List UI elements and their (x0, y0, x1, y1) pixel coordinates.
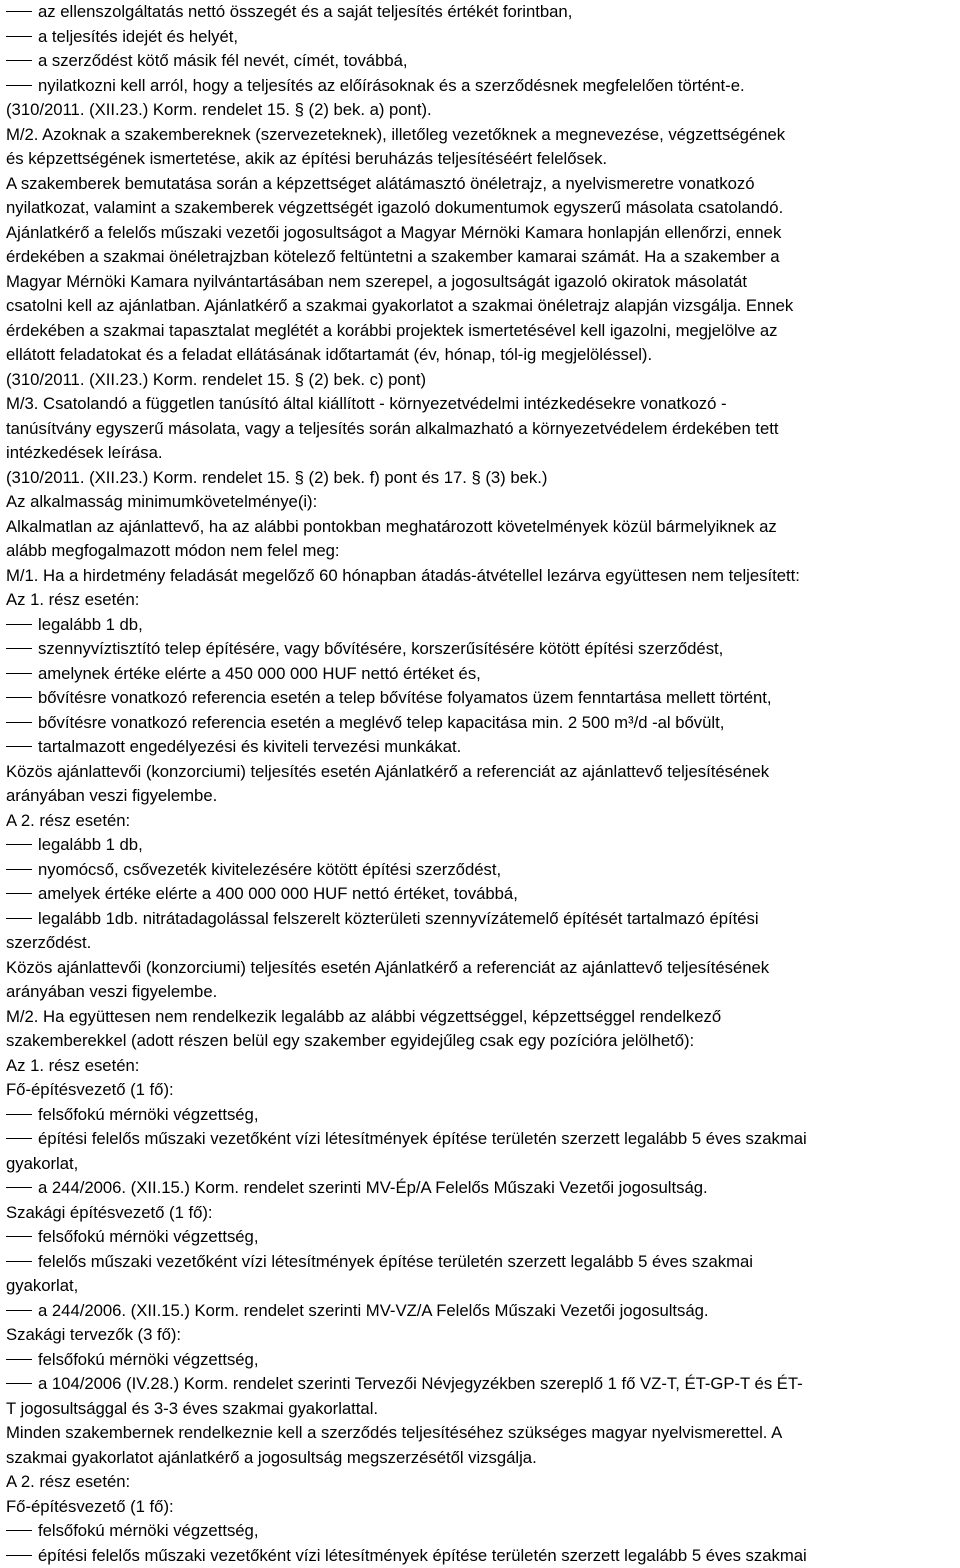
em-dash-bullet-icon (6, 722, 32, 723)
line-text: és képzettségének ismertetése, akik az építési beruházás teljesítéséért felelősek. (6, 149, 607, 168)
line-text: tanúsítvány egyszerű másolata, vagy a teljesítés során alkalmazható a környezetvédelem érdekében tett (6, 419, 779, 438)
line-text: Az 1. rész esetén: (6, 590, 139, 609)
text-line (6, 123, 958, 148)
text-line (6, 1274, 958, 1299)
text-line (6, 1421, 958, 1446)
line-text: Szakági építésvezető (1 fő): (6, 1203, 213, 1222)
em-dash-bullet-icon (6, 648, 32, 649)
line-text: legalább 1 db, (38, 615, 143, 634)
em-dash-bullet-icon (6, 746, 32, 747)
text-line (6, 1470, 958, 1495)
em-dash-bullet-icon (6, 1310, 32, 1311)
line-text: Közös ajánlattevői (konzorciumi) teljesítés esetén Ajánlatkérő a referenciát az ajánlattevő teljesítésének (6, 762, 769, 781)
line-text: építési felelős műszaki vezetőként vízi létesítmények építése területén szerzett legalább 5 éves szakmai (38, 1546, 807, 1565)
line-text: Minden szakembernek rendelkeznie kell a szerződés teljesítéséhez szükséges magyar nyelvismerettel. A (6, 1423, 782, 1442)
list-item (6, 49, 958, 74)
em-dash-bullet-icon (6, 1236, 32, 1237)
text-line (6, 1054, 958, 1079)
list-item (6, 686, 958, 711)
list-item (6, 833, 958, 858)
line-text: építési felelős műszaki vezetőként vízi létesítmények építése területén szerzett legalább 5 éves szakmai (38, 1129, 807, 1148)
text-line (6, 466, 958, 491)
line-text: Alkalmatlan az ajánlattevő, ha az alábbi pontokban meghatározott követelmények közül bármelyiknek az (6, 517, 777, 536)
line-text: amelynek értéke elérte a 450 000 000 HUF nettó értéket és, (38, 664, 481, 683)
em-dash-bullet-icon (6, 893, 32, 894)
text-line (6, 294, 958, 319)
text-line (6, 1397, 958, 1422)
em-dash-bullet-icon (6, 85, 32, 86)
text-line (6, 98, 958, 123)
text-line (6, 1078, 958, 1103)
list-item (6, 1103, 958, 1128)
line-text: Az 1. rész esetén: (6, 1056, 139, 1075)
line-text: felelős műszaki vezetőként vízi létesítmények építése területén szerzett legalább 5 éves szakmai (38, 1252, 753, 1271)
line-text: a 104/2006 (IV.28.) Korm. rendelet szerinti Tervezői Névjegyzékben szereplő 1 fő VZ-T, ÉT-GP-T és ÉT- (38, 1374, 803, 1393)
text-line (6, 343, 958, 368)
line-text: arányában veszi figyelembe. (6, 786, 217, 805)
em-dash-bullet-icon (6, 1261, 32, 1262)
list-item (6, 662, 958, 687)
text-line (6, 368, 958, 393)
text-line (6, 196, 958, 221)
text-line (6, 956, 958, 981)
line-text: ellátott feladatokat és a feladat ellátásának időtartamát (év, hónap, tól-ig megjelöléssel). (6, 345, 652, 364)
line-text: csatolni kell az ajánlatban. Ajánlatkérő a szakmai gyakorlatot a szakmai önéletrajz alapján vizsgálja. Ennek (6, 296, 793, 315)
line-text: (310/2011. (XII.23.) Korm. rendelet 15. § (2) bek. a) pont). (6, 100, 432, 119)
text-line (6, 221, 958, 246)
text-line (6, 1323, 958, 1348)
line-text: Az alkalmasság minimumkövetelménye(i): (6, 492, 317, 511)
line-text: intézkedések leírása. (6, 443, 163, 462)
em-dash-bullet-icon (6, 11, 32, 12)
line-text: tartalmazott engedélyezési és kiviteli tervezési munkákat. (38, 737, 461, 756)
list-item (6, 637, 958, 662)
line-text: felsőfokú mérnöki végzettség, (38, 1521, 258, 1540)
line-text: (310/2011. (XII.23.) Korm. rendelet 15. § (2) bek. c) pont) (6, 370, 426, 389)
line-text: nyilatkozni kell arról, hogy a teljesítés az előírásoknak és a szerződésnek megfelelően történt-e. (38, 76, 745, 95)
em-dash-bullet-icon (6, 1138, 32, 1139)
em-dash-bullet-icon (6, 697, 32, 698)
text-line (6, 1029, 958, 1054)
line-text: alább megfogalmazott módon nem felel meg: (6, 541, 340, 560)
em-dash-bullet-icon (6, 1530, 32, 1531)
text-line (6, 760, 958, 785)
list-item (6, 1348, 958, 1373)
text-line (6, 1446, 958, 1471)
em-dash-bullet-icon (6, 918, 32, 919)
line-text: Szakági tervezők (3 fő): (6, 1325, 181, 1344)
text-line (6, 1152, 958, 1177)
em-dash-bullet-icon (6, 1114, 32, 1115)
list-item (6, 1225, 958, 1250)
text-line (6, 172, 958, 197)
line-text: felsőfokú mérnöki végzettség, (38, 1350, 258, 1369)
line-text: a szerződést kötő másik fél nevét, címét, továbbá, (38, 51, 408, 70)
list-item (6, 735, 958, 760)
em-dash-bullet-icon (6, 1555, 32, 1556)
em-dash-bullet-icon (6, 36, 32, 37)
line-text: Ajánlatkérő a felelős műszaki vezetői jogosultságot a Magyar Mérnöki Kamara honlapján ellenőrzi, ennek (6, 223, 781, 242)
line-text: arányában veszi figyelembe. (6, 982, 217, 1001)
line-text: érdekében a szakmai önéletrajzban kötelező feltüntetni a szakember kamarai számát. Ha a szakember a (6, 247, 779, 266)
em-dash-bullet-icon (6, 869, 32, 870)
line-text: Közös ajánlattevői (konzorciumi) teljesítés esetén Ajánlatkérő a referenciát az ajánlattevő teljesítésének (6, 958, 769, 977)
list-item (6, 1372, 958, 1397)
list-item (6, 1299, 958, 1324)
text-line (6, 1005, 958, 1030)
list-item (6, 1519, 958, 1544)
line-text: M/1. Ha a hirdetmény feladását megelőző 60 hónapban átadás-átvétellel lezárva együttesen nem teljesített: (6, 566, 800, 585)
line-text: A 2. rész esetén: (6, 1472, 130, 1491)
line-text: szennyvíztisztító telep építésére, vagy bővítésére, korszerűsítésére kötött építési szerződést, (38, 639, 723, 658)
line-text: M/3. Csatolandó a független tanúsító által kiállított - környezetvédelmi intézkedésekre vonatkozó - (6, 394, 727, 413)
list-item (6, 25, 958, 50)
list-item (6, 1127, 958, 1152)
line-text: Magyar Mérnöki Kamara nyilvántartásában nem szerepel, a jogosultságát igazoló okiratok másolatát (6, 272, 747, 291)
em-dash-bullet-icon (6, 1187, 32, 1188)
line-text: a teljesítés idejét és helyét, (38, 27, 238, 46)
line-text: érdekében a szakmai tapasztalat meglétét a korábbi projektek ismertetésével kell igazolni, megjelölve az (6, 321, 778, 340)
list-item (6, 613, 958, 638)
line-text: M/2. Azoknak a szakembereknek (szervezeteknek), illetőleg vezetőknek a megnevezése, végzettségének (6, 125, 785, 144)
line-text: T jogosultsággal és 3-3 éves szakmai gyakorlattal. (6, 1399, 378, 1418)
line-text: felsőfokú mérnöki végzettség, (38, 1105, 258, 1124)
line-text: szakmai gyakorlatot ajánlatkérő a jogosultság megszerzésétől vizsgálja. (6, 1448, 537, 1467)
text-line (6, 490, 958, 515)
text-line (6, 147, 958, 172)
text-line (6, 270, 958, 295)
text-line (6, 245, 958, 270)
list-item (6, 882, 958, 907)
text-line (6, 1201, 958, 1226)
list-item (6, 711, 958, 736)
line-text: (310/2011. (XII.23.) Korm. rendelet 15. § (2) bek. f) pont és 17. § (3) bek.) (6, 468, 547, 487)
list-item (6, 858, 958, 883)
em-dash-bullet-icon (6, 624, 32, 625)
text-line (6, 564, 958, 589)
text-line (6, 809, 958, 834)
text-line (6, 931, 958, 956)
line-text: A 2. rész esetén: (6, 811, 130, 830)
line-text: szerződést. (6, 933, 91, 952)
list-item (6, 907, 958, 932)
line-text: bővítésre vonatkozó referencia esetén a telep bővítése folyamatos üzem fenntartása mellett történt, (38, 688, 772, 707)
line-text: nyomócső, csővezeték kivitelezésére kötött építési szerződést, (38, 860, 501, 879)
list-item (6, 0, 958, 25)
text-line (6, 539, 958, 564)
line-text: amelyek értéke elérte a 400 000 000 HUF nettó értéket, továbbá, (38, 884, 518, 903)
line-text: M/2. Ha együttesen nem rendelkezik legalább az alábbi végzettséggel, képzettséggel rendelkező (6, 1007, 721, 1026)
line-text: bővítésre vonatkozó referencia esetén a meglévő telep kapacitása min. 2 500 m³/d -al bővült, (38, 713, 724, 732)
text-line (6, 784, 958, 809)
text-line (6, 515, 958, 540)
list-item (6, 1250, 958, 1275)
text-line (6, 392, 958, 417)
text-line (6, 441, 958, 466)
line-text: Fő-építésvezető (1 fő): (6, 1080, 174, 1099)
line-text: Fő-építésvezető (1 fő): (6, 1497, 174, 1516)
line-text: a 244/2006. (XII.15.) Korm. rendelet szerinti MV-VZ/A Felelős Műszaki Vezetői jogosultság. (38, 1301, 709, 1320)
em-dash-bullet-icon (6, 60, 32, 61)
line-text: nyilatkozat, valamint a szakemberek végzettségét igazoló dokumentumok egyszerű másolata csatolandó. (6, 198, 783, 217)
text-line (6, 980, 958, 1005)
em-dash-bullet-icon (6, 1359, 32, 1360)
line-text: legalább 1db. nitrátadagolással felszerelt közterületi szennyvízátemelő építését tartalmazó építési (38, 909, 759, 928)
text-line (6, 588, 958, 613)
line-text: A szakemberek bemutatása során a képzettséget alátámasztó önéletrajz, a nyelvismeretre vonatkozó (6, 174, 754, 193)
list-item (6, 1176, 958, 1201)
em-dash-bullet-icon (6, 844, 32, 845)
text-line (6, 319, 958, 344)
document-page (6, 0, 958, 1568)
em-dash-bullet-icon (6, 1383, 32, 1384)
em-dash-bullet-icon (6, 673, 32, 674)
text-line (6, 417, 958, 442)
line-text: szakemberekkel (adott részen belül egy szakember egyidejűleg csak egy pozícióra jelölhető): (6, 1031, 694, 1050)
line-text: legalább 1 db, (38, 835, 143, 854)
line-text: gyakorlat, (6, 1154, 78, 1173)
text-line (6, 1495, 958, 1520)
line-text: gyakorlat, (6, 1276, 78, 1295)
list-item (6, 74, 958, 99)
list-item (6, 1544, 958, 1568)
line-text: felsőfokú mérnöki végzettség, (38, 1227, 258, 1246)
line-text: a 244/2006. (XII.15.) Korm. rendelet szerinti MV-Ép/A Felelős Műszaki Vezetői jogosultság. (38, 1178, 708, 1197)
line-text: az ellenszolgáltatás nettó összegét és a saját teljesítés értékét forintban, (38, 2, 572, 21)
